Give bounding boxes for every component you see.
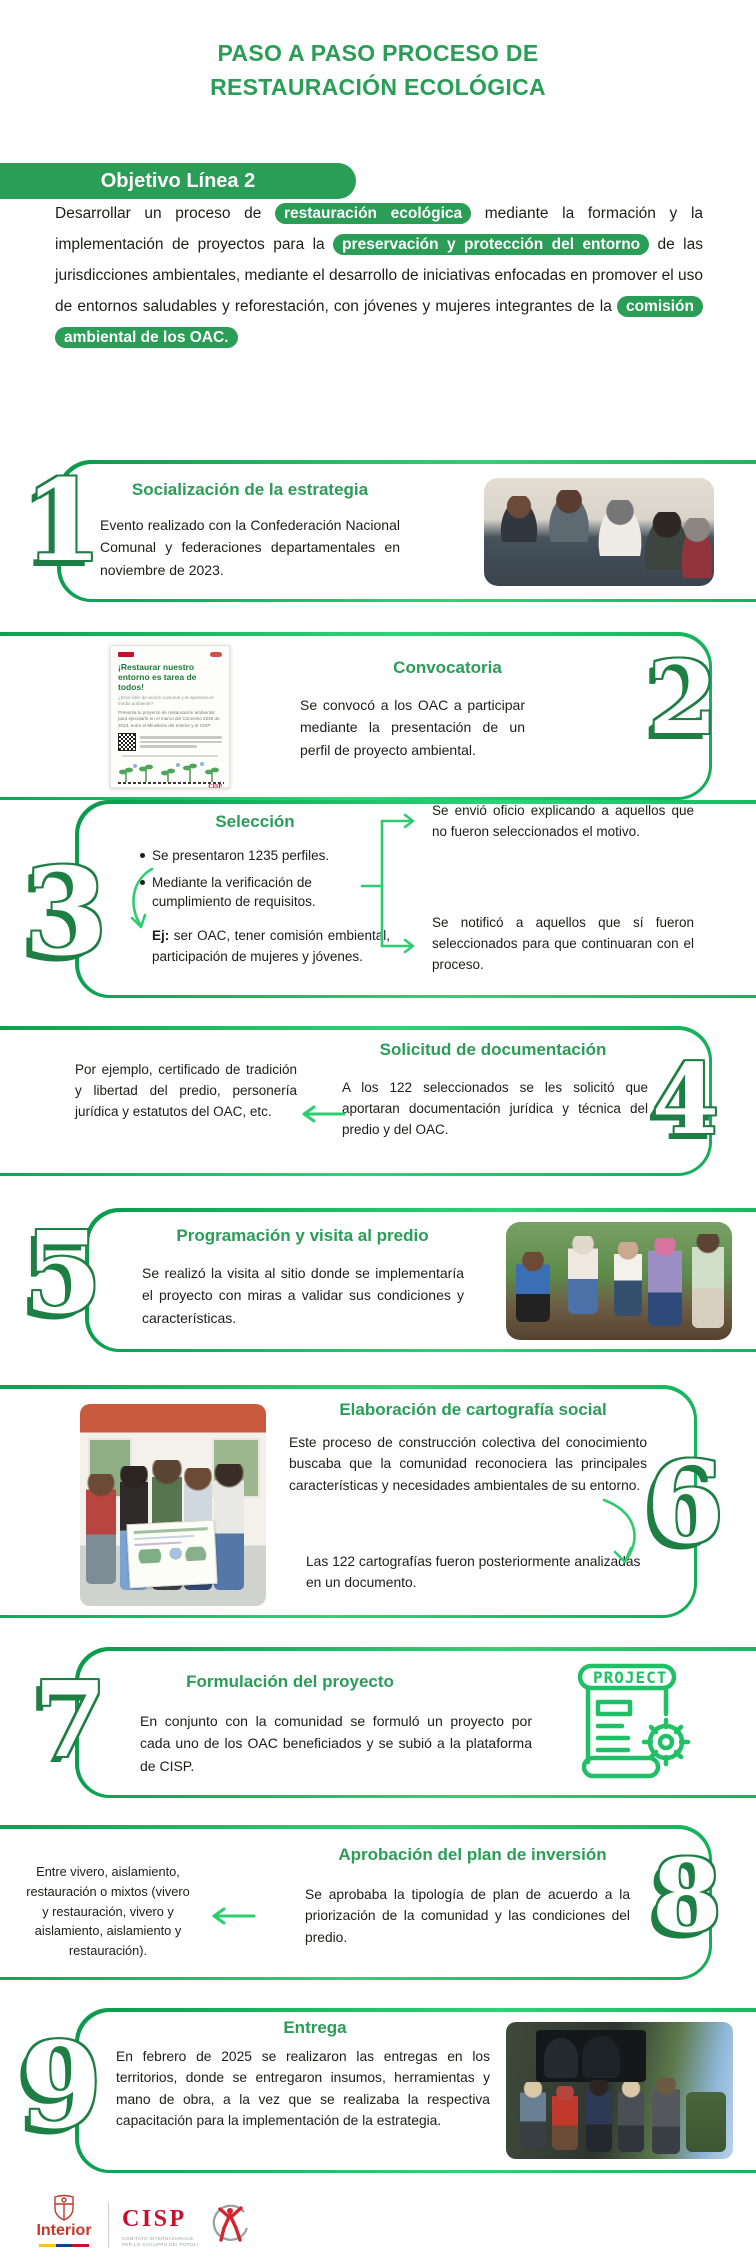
step5-number: 5 (24, 1208, 102, 1339)
step3-number: 3 (24, 842, 108, 983)
step2-title: Convocatoria (393, 658, 502, 677)
foliage (686, 2092, 726, 2152)
project-document-icon (566, 1658, 696, 1784)
step3-right-bottom: Se notificó a aquellos que sí fueron seleccionados para que continuaran con el proceso. (432, 915, 694, 972)
water-tank (582, 2036, 620, 2078)
highlighted-phrase: comisión ambiental de los OAC. (55, 296, 703, 348)
step3-bullets (138, 846, 390, 919)
step8-number: 8 (652, 1837, 722, 1955)
highlighted-phrase: restauración ecológica (275, 203, 471, 224)
paragraph-text: mediante la formación y la implementación de proyectos para la (55, 205, 704, 253)
step3-title: Selección (215, 812, 295, 831)
person-figure (618, 2082, 644, 2152)
step4-title: Solicitud de documentación (379, 1040, 607, 1059)
person-figure (214, 1464, 244, 1590)
cartography-poster-sheet (126, 1520, 217, 1589)
cisp-subtitle: COMITATO INTERNAZIONALE PER LO SVILUPPO DEI POPOLI (122, 2236, 199, 2247)
step5-title: Programación y visita al predio (176, 1226, 429, 1245)
ministerio-interior-logo (36, 2194, 92, 2247)
water-tank (544, 2038, 578, 2078)
step6-curved-arrow-icon (600, 1496, 646, 1566)
step3-curved-arrow-icon (124, 866, 162, 934)
step7-number: 7 (34, 1658, 107, 1781)
person-figure (516, 1252, 550, 1322)
step3-ej-note: Ej: ser OAC, tener comisión embiental, participación de mujeres y jóvenes. (152, 928, 390, 964)
step2-body: Se convocó a los OAC a participar mediante la presentación de un perfil de proyecto ambiental. (300, 697, 525, 758)
step8-left-arrow-icon (208, 1906, 256, 1926)
page-title-line2: RESTAURACIÓN ECOLÓGICA (210, 74, 546, 100)
person-figure (680, 518, 714, 578)
qr-caption-lines (140, 734, 222, 750)
poster-body: Presenta tu proyecto de restauración ambiental para ejecutarlo en el marco del Convenio 2246 de 2023, entre el Ministerio del Interior y el CISP. (118, 710, 220, 728)
step4-left-note: Por ejemplo, certificado de tradición y libertad del predio, personería jurídica y estatutos del OAC, etc. (75, 1062, 297, 1119)
step6-body: Este proceso de construcción colectiva del conocimiento buscaba que la comunidad reconociera las principales características y necesidades ambientales de su entorno. (289, 1435, 647, 1493)
person-figure (652, 2078, 680, 2154)
poster-headline: ¡Restaurar nuestro entorno es tarea de todos! (118, 662, 197, 692)
photo-visita-predio (506, 1222, 732, 1340)
interior-label: Interior (36, 2222, 92, 2239)
qr-code (118, 733, 136, 751)
step3-right-top: Se envió oficio explicando a aquellos que no fueron seleccionados el motivo. (432, 803, 694, 839)
photo-socializacion-meeting (484, 478, 714, 586)
person-figure (596, 500, 644, 556)
step3-bullet-1: Se presentaron 1235 perfiles. (138, 846, 390, 866)
poster-deadline-line (122, 755, 218, 758)
objective-pill: Objetivo Línea 2 (0, 163, 356, 199)
interior-logo-small (210, 652, 222, 657)
step6-number: 6 (646, 1438, 724, 1569)
person-figure (648, 1238, 682, 1326)
gobierno-logo (118, 652, 134, 657)
step6-note: Las 122 cartografías fueron posteriormente analizadas en un documento. (306, 1554, 641, 1590)
person-figure (586, 2080, 612, 2152)
paragraph-text: de las jurisdicciones ambientales, mediante el desarrollo de iniciativas enfocadas en promover el uso de entornos saludables y reforestación, con jóvenes y mujeres integrantes de la (55, 236, 703, 315)
step9-number: 9 (20, 2016, 103, 2155)
project-icon-label: PROJECT (593, 1668, 668, 1687)
poster-cisp-logo: CISP (208, 784, 222, 791)
person-figure (546, 490, 592, 542)
poster-logos (118, 652, 222, 659)
objective-paragraph (55, 198, 703, 353)
interior-crest-icon (52, 2194, 76, 2222)
person-figure (692, 1234, 724, 1328)
poster-question: ¿Eres líder de acción comunal y te apasiona el medio ambiente? (118, 695, 214, 707)
step3-bracket-arrows-icon (360, 806, 428, 961)
cisp-logo (122, 2206, 202, 2248)
step2-number: 2 (648, 639, 718, 757)
convocatoria-poster (110, 645, 230, 791)
step8-title: Aprobación del plan de inversión (338, 1845, 607, 1864)
step4-body: A los 122 seleccionados se les solicitó que aportaran documentación jurídica y técnica del predio y del OAC. (342, 1080, 648, 1137)
step9-title: Entrega (283, 2018, 347, 2037)
page-title (0, 36, 756, 104)
step1-title: Socialización de la estrategia (131, 480, 369, 499)
step8-body: Se aprobaba la tipología de plan de acuerdo a la priorización de la comunidad y las condiciones del predio. (305, 1887, 630, 1945)
step1-body: Evento realizado con la Confederación Nacional Comunal y federaciones departamentales en noviembre de 2023. (100, 517, 400, 578)
step6-title: Elaboración de cartografía social (339, 1400, 607, 1419)
person-figure (520, 2082, 546, 2148)
person-figure (86, 1474, 116, 1584)
person-figure (568, 1236, 598, 1314)
step3-bullet-2: Mediante la verificación de cumplimiento de requisitos. (138, 873, 390, 912)
seedlings-illustration (118, 760, 224, 784)
photo-cartografia-social (80, 1404, 266, 1606)
step8-left-note: Entre vivero, aislamiento, restauración o mixtos (vivero y restauración, vivero y aislamiento, aislamiento y restauración). (26, 1864, 190, 1959)
page-title-line1: PASO A PASO PROCESO DE (217, 40, 539, 66)
step4-number: 4 (652, 1043, 719, 1156)
step1-number: 1 (24, 456, 102, 587)
person-figure (498, 496, 540, 542)
paragraph-text: Desarrollar un proceso de (55, 205, 275, 222)
photo-entrega (506, 2022, 733, 2159)
cisp-label: CISP (122, 2206, 187, 2232)
person-figure (614, 1242, 642, 1316)
colombia-tricolor-bar (39, 2244, 89, 2247)
person-figure (552, 2086, 578, 2150)
step7-title: Formulación del proyecto (186, 1672, 394, 1691)
step9-body: En febrero de 2025 se realizaron las entregas en los territorios, donde se entregaron insumos, herramientas y mano de obra, a la vez que se realizaba la respectiva capacitación para la implementación de la estrategia. (116, 2049, 490, 2129)
step4-left-arrow-icon (298, 1104, 346, 1124)
highlighted-phrase: preservación y protección del entorno (333, 234, 649, 255)
step7-body: En conjunto con la comunidad se formuló un proyecto por cada uno de los OAC beneficiados y se subió a la plataforma de CISP. (140, 1713, 532, 1774)
step5-body: Se realizó la visita al sitio donde se implementaría el proyecto con miras a validar sus condiciones y características. (142, 1265, 464, 1326)
cisp-figure-icon (208, 2202, 252, 2248)
footer-divider (108, 2202, 109, 2248)
